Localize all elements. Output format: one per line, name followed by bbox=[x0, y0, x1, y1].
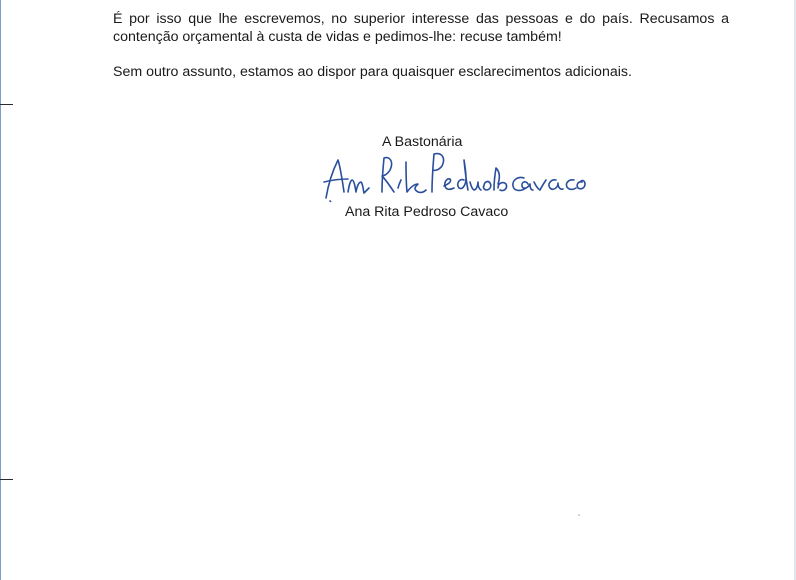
letter-paragraph-1: É por isso que lhe escrevemos, no superior interesse das pessoas e do país. Recusamos a contenção orçamental à custa de vidas e pedimos-lhe: recuse também! bbox=[113, 11, 729, 45]
handwritten-signature bbox=[318, 148, 592, 206]
scan-speck bbox=[578, 514, 580, 516]
fold-mark-top bbox=[0, 104, 13, 105]
letter-paragraph-2: Sem outro assunto, estamos ao dispor para quaisquer esclarecimentos adicionais. bbox=[113, 64, 632, 80]
page-left-border bbox=[0, 0, 1, 580]
signer-name: Ana Rita Pedroso Cavaco bbox=[345, 204, 509, 220]
closing-title: A Bastonária bbox=[382, 134, 463, 150]
fold-mark-bottom bbox=[0, 479, 13, 480]
